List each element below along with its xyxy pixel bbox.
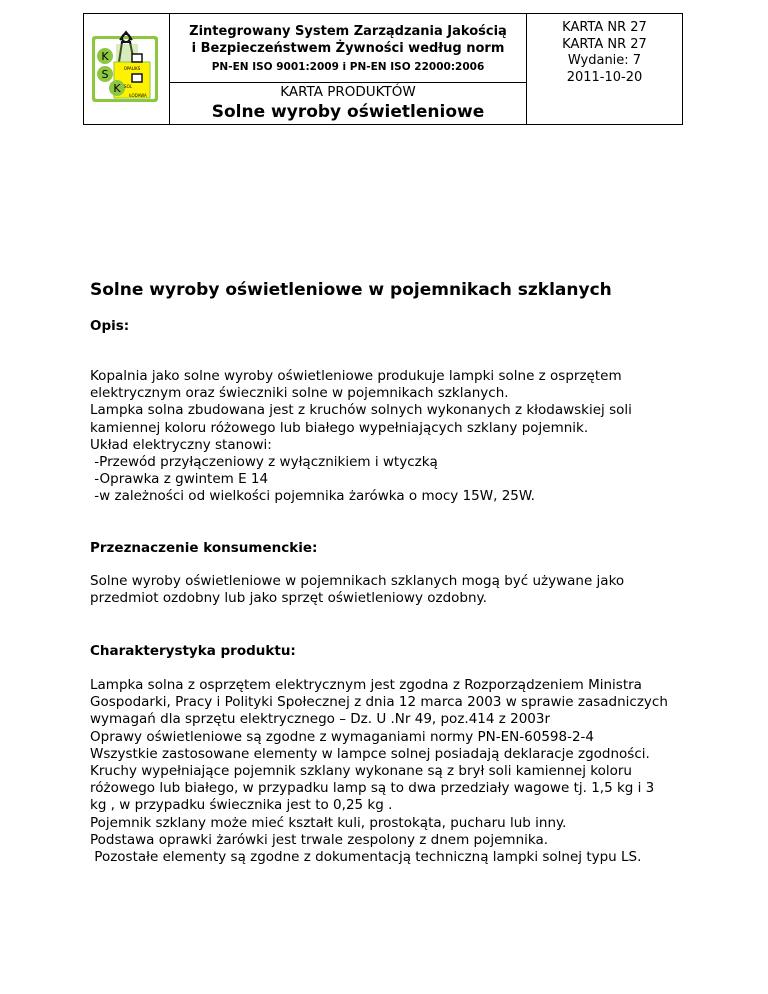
opis-line: Lampka solna zbudowana jest z kruchów solnych wykonanych z kłodawskiej soli — [90, 402, 632, 419]
card-number-repeat: KARTA NR 27 — [562, 36, 647, 52]
card-info-cell — [527, 14, 682, 124]
system-title-line2: i Bezpieczeństwem Żywności według norm — [191, 40, 505, 56]
charakterystyka-line: Lampka solna z osprzętem elektrycznym jest zgodna z Rozporządzeniem Ministra — [90, 677, 642, 693]
charakterystyka-paragraph — [90, 677, 715, 866]
svg-text:OPALIKS: OPALIKS — [123, 66, 141, 71]
svg-text:SOL: SOL — [124, 84, 132, 89]
opis-line: kamiennej koloru różowego lub białego wypełniających szklany pojemnik. — [90, 419, 589, 436]
svg-text:K: K — [101, 50, 109, 63]
svg-text:ŁODAWA: ŁODAWA — [129, 93, 147, 98]
opis-line: -Oprawka z gwintem E 14 — [90, 471, 269, 488]
edition: Wydanie: 7 — [567, 53, 642, 68]
svg-text:K: K — [113, 82, 121, 95]
charakterystyka-line: Podstawa oprawki żarówki jest trwale zespolony z dnem pojemnika. — [90, 831, 549, 848]
standards-line: PN-EN ISO 9001:2009 i PN-EN ISO 22000:2006 — [211, 60, 485, 73]
card-type: KARTA PRODUKTÓW — [280, 84, 416, 100]
przeznaczenie-line: Solne wyroby oświetleniowe w pojemnikach szklanych mogą być używane jako — [90, 573, 625, 589]
przeznaczenie-heading: Przeznaczenie konsumenckie: — [90, 540, 318, 556]
company-logo — [92, 30, 160, 104]
opis-line: Kopalnia jako solne wyroby oświetleniowe produkuje lampki solne z osprzętem — [90, 368, 622, 384]
svg-text:S: S — [101, 68, 109, 81]
system-title-line1: Zintegrowany System Zarządzania Jakością — [189, 23, 507, 39]
opis-heading: Opis: — [90, 318, 130, 334]
main-heading: Solne wyroby oświetleniowe w pojemnikach szklanych — [90, 280, 612, 300]
product-title-block — [170, 83, 526, 124]
charakterystyka-line: kg , w przypadku świecznika jest to 0,25 kg . — [90, 797, 393, 814]
document-header — [83, 13, 683, 125]
opis-line: -Przewód przyłączeniowy z wyłącznikiem i wtyczką — [90, 454, 438, 471]
charakterystyka-line: Gospodarki, Pracy i Polityki Społecznej z dnia 12 marca 2003 w sprawie zasadniczych — [90, 694, 668, 711]
opis-line: Układ elektryczny stanowi: — [90, 436, 272, 453]
issue-date: 2011-10-20 — [566, 69, 643, 85]
przeznaczenie-line: przedmiot ozdobny lub jako sprzęt oświetleniowy ozdobny. — [90, 590, 487, 607]
przeznaczenie-paragraph — [90, 573, 715, 607]
charakterystyka-line: Pozostałe elementy są zgodne z dokumentacją techniczną lampki solnej typu LS. — [90, 849, 642, 866]
logo-cell — [84, 14, 170, 124]
charakterystyka-line: różowego lub białego, w przypadku lamp są to dwa przedziały wagowe tj. 1,5 kg i 3 — [90, 780, 655, 797]
system-title-block — [170, 14, 526, 83]
opis-paragraph — [90, 368, 715, 506]
charakterystyka-line: wymagań dla sprzętu elektrycznego – Dz. U .Nr 49, poz.414 z 2003r — [90, 711, 551, 728]
card-number: KARTA NR 27 — [562, 20, 647, 35]
product-title: Solne wyroby oświetleniowe — [211, 102, 485, 122]
opis-line: -w zależności od wielkości pojemnika żarówka o mocy 15W, 25W. — [90, 488, 535, 505]
charakterystyka-line: Wszystkie zastosowane elementy w lampce solnej posiadają deklaracje zgodności. — [90, 745, 650, 762]
charakterystyka-line: Kruchy wypełniające pojemnik szklany wykonane są z brył soli kamiennej koloru — [90, 763, 632, 780]
charakterystyka-line: Oprawy oświetleniowe są zgodne z wymaganiami normy PN-EN-60598-2-4 — [90, 728, 595, 745]
charakterystyka-heading: Charakterystyka produktu: — [90, 643, 296, 659]
charakterystyka-line: Pojemnik szklany może mieć kształt kuli, prostokąta, pucharu lub inny. — [90, 814, 567, 831]
opis-line: elektrycznym oraz świeczniki solne w pojemnikach szklanych. — [90, 385, 509, 402]
header-title-cell — [170, 14, 527, 124]
